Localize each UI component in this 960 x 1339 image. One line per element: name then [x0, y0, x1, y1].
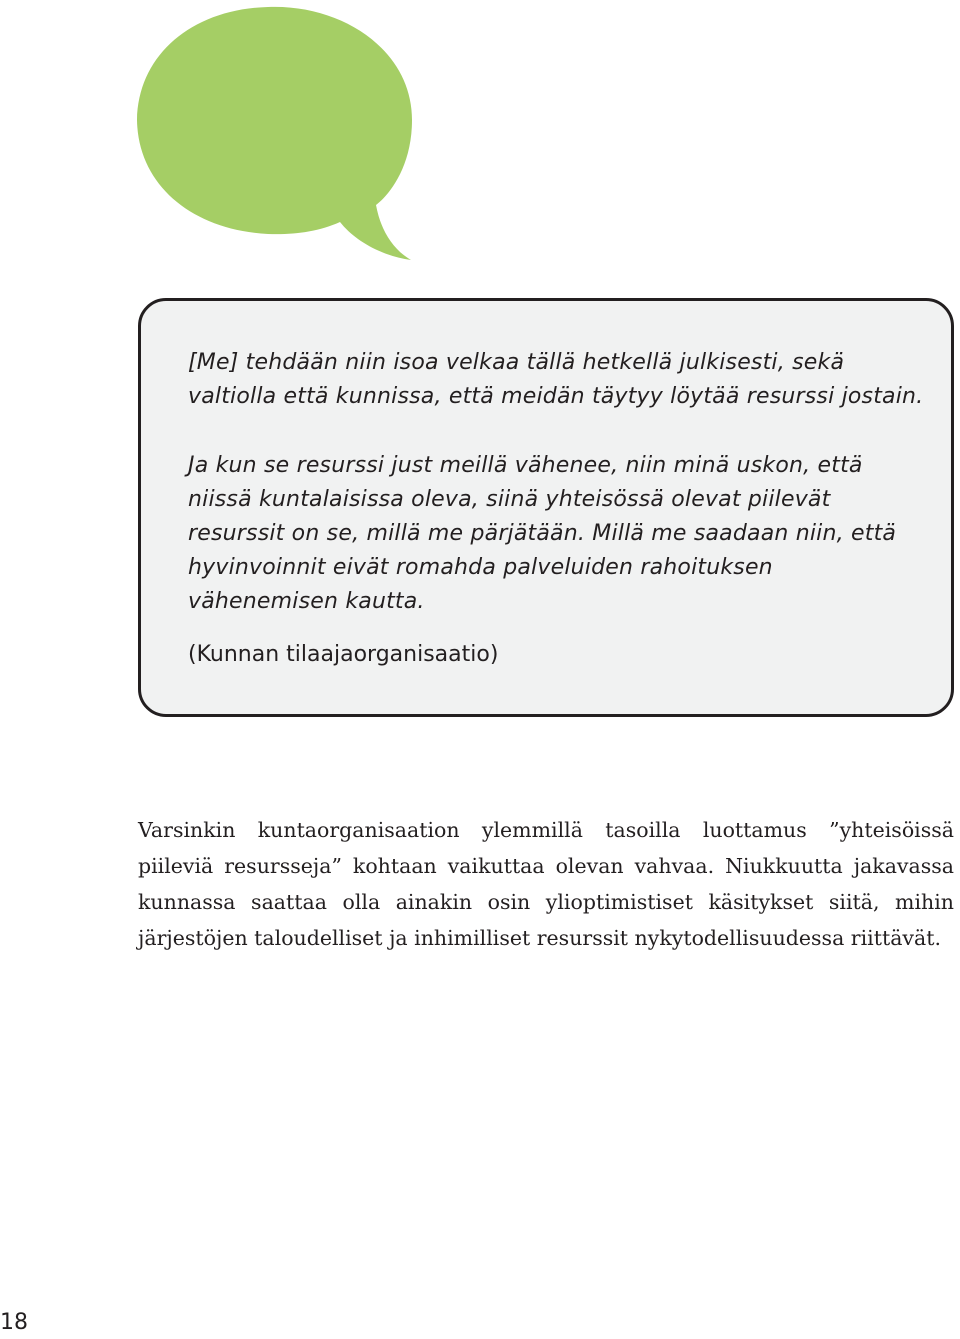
- body-paragraph: Varsinkin kuntaorganisaation ylemmillä tasoilla luottamus ”yhteisöissä piileviä resursseja” kohtaan vaikuttaa olevan vahvaa. Niukkuutta jakavassa kunnassa saattaa olla ainakin osin ylioptimistiset käsitykset siitä, mihin järjestöjen taloudelliset ja inhimilliset resurssit nykytodellisuudessa riittävät.: [138, 818, 954, 950]
- quote-paragraph-2: Ja kun se resurssi just meillä vähenee, niin minä uskon, että niissä kuntalaisissa oleva, siinä yhteisössä olevat piilevät resurssit on se, millä me pärjätään. Millä me saadaan niin, että hyvinvoinnit eivät romahda palveluiden rahoituksen vähenemisen kautta.: [188, 453, 897, 614]
- page-number: 18: [0, 1310, 28, 1335]
- quote-source: (Kunnan tilaajaorganisaatio): [188, 642, 499, 667]
- speech-bubble-icon: [130, 0, 430, 270]
- quote-paragraph-1: [Me] tehdään niin isoa velkaa tällä hetkellä julkisesti, sekä valtiolla että kunnissa, että meidän täytyy löytää resurssi jostain.: [188, 350, 924, 409]
